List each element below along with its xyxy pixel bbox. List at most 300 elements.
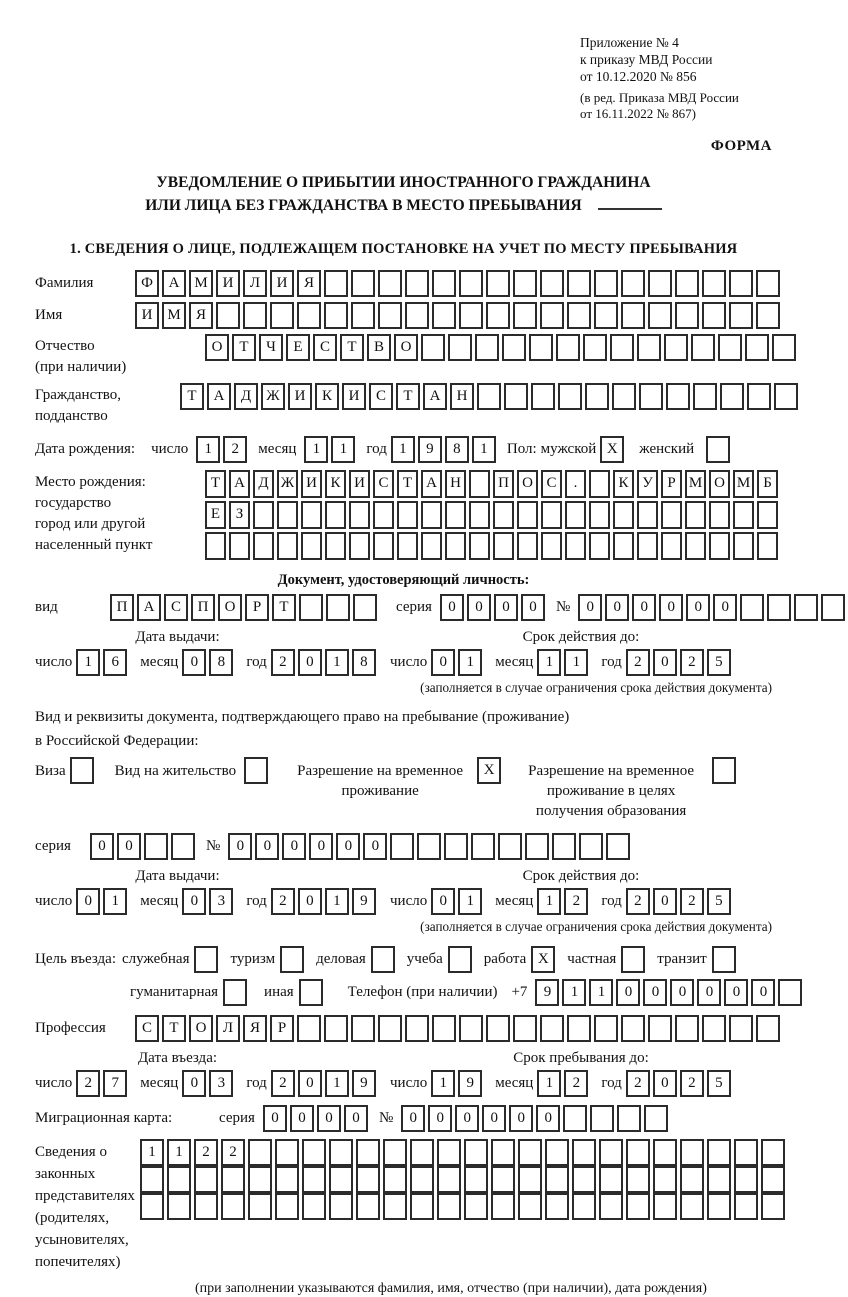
form-cell[interactable] <box>518 1193 542 1220</box>
form-cell[interactable] <box>493 532 514 560</box>
form-cell[interactable]: 6 <box>103 649 127 676</box>
form-cell[interactable] <box>599 1193 623 1220</box>
form-cell[interactable] <box>471 833 495 860</box>
form-cell[interactable]: X <box>531 946 555 973</box>
form-cell[interactable] <box>349 532 370 560</box>
form-cell[interactable] <box>545 1166 569 1193</box>
form-cell[interactable] <box>221 1166 245 1193</box>
form-cell[interactable] <box>675 270 699 297</box>
form-cell[interactable]: 0 <box>467 594 491 621</box>
form-cell[interactable]: 9 <box>352 1070 376 1097</box>
form-cell[interactable] <box>675 1015 699 1042</box>
form-cell[interactable]: 0 <box>670 979 694 1006</box>
form-cell[interactable] <box>709 501 730 529</box>
form-cell[interactable] <box>621 270 645 297</box>
form-cell[interactable]: 0 <box>336 833 360 860</box>
form-cell[interactable]: С <box>373 470 394 498</box>
form-cell[interactable]: М <box>733 470 754 498</box>
form-cell[interactable] <box>486 270 510 297</box>
form-cell[interactable] <box>572 1193 596 1220</box>
form-cell[interactable] <box>693 383 717 410</box>
form-cell[interactable] <box>459 1015 483 1042</box>
form-cell[interactable] <box>599 1139 623 1166</box>
form-cell[interactable]: П <box>493 470 514 498</box>
form-cell[interactable]: Т <box>232 334 256 361</box>
form-cell[interactable] <box>541 532 562 560</box>
form-cell[interactable]: 0 <box>90 833 114 860</box>
form-cell[interactable] <box>518 1166 542 1193</box>
form-cell[interactable]: 1 <box>537 649 561 676</box>
form-cell[interactable] <box>702 1015 726 1042</box>
form-cell[interactable] <box>709 532 730 560</box>
form-cell[interactable]: 1 <box>537 1070 561 1097</box>
form-cell[interactable] <box>405 302 429 329</box>
form-cell[interactable]: Я <box>243 1015 267 1042</box>
form-cell[interactable] <box>583 334 607 361</box>
form-cell[interactable]: 0 <box>724 979 748 1006</box>
form-cell[interactable] <box>329 1139 353 1166</box>
form-cell[interactable]: 0 <box>713 594 737 621</box>
form-cell[interactable]: 9 <box>535 979 559 1006</box>
form-cell[interactable] <box>253 501 274 529</box>
form-cell[interactable]: А <box>421 470 442 498</box>
form-cell[interactable]: З <box>229 501 250 529</box>
form-cell[interactable] <box>513 302 537 329</box>
form-cell[interactable]: С <box>135 1015 159 1042</box>
form-cell[interactable]: Ч <box>259 334 283 361</box>
form-cell[interactable] <box>517 532 538 560</box>
form-cell[interactable] <box>275 1139 299 1166</box>
form-cell[interactable] <box>794 594 818 621</box>
form-cell[interactable] <box>504 383 528 410</box>
form-cell[interactable]: 0 <box>440 594 464 621</box>
form-cell[interactable] <box>421 501 442 529</box>
form-cell[interactable]: 0 <box>536 1105 560 1132</box>
form-cell[interactable] <box>277 501 298 529</box>
form-cell[interactable] <box>567 302 591 329</box>
form-cell[interactable]: Л <box>216 1015 240 1042</box>
form-cell[interactable]: А <box>162 270 186 297</box>
form-cell[interactable] <box>572 1139 596 1166</box>
form-cell[interactable] <box>498 833 522 860</box>
form-cell[interactable] <box>223 979 247 1006</box>
form-cell[interactable] <box>757 501 778 529</box>
form-cell[interactable] <box>221 1193 245 1220</box>
form-cell[interactable] <box>464 1139 488 1166</box>
form-cell[interactable] <box>373 532 394 560</box>
form-cell[interactable]: Т <box>397 470 418 498</box>
form-cell[interactable] <box>167 1193 191 1220</box>
form-cell[interactable] <box>706 436 730 463</box>
form-cell[interactable] <box>410 1193 434 1220</box>
form-cell[interactable]: Я <box>189 302 213 329</box>
form-cell[interactable] <box>585 383 609 410</box>
form-cell[interactable] <box>437 1193 461 1220</box>
form-cell[interactable] <box>589 532 610 560</box>
form-cell[interactable]: 0 <box>344 1105 368 1132</box>
form-cell[interactable]: 2 <box>221 1139 245 1166</box>
form-cell[interactable] <box>648 1015 672 1042</box>
form-cell[interactable] <box>421 532 442 560</box>
form-cell[interactable] <box>383 1166 407 1193</box>
form-cell[interactable]: П <box>191 594 215 621</box>
form-cell[interactable]: С <box>313 334 337 361</box>
form-cell[interactable]: 0 <box>298 649 322 676</box>
form-cell[interactable]: Р <box>661 470 682 498</box>
form-cell[interactable]: 1 <box>458 888 482 915</box>
form-cell[interactable]: О <box>394 334 418 361</box>
form-cell[interactable] <box>448 946 472 973</box>
form-cell[interactable]: 1 <box>325 649 349 676</box>
form-cell[interactable] <box>324 1015 348 1042</box>
form-cell[interactable] <box>205 532 226 560</box>
form-cell[interactable] <box>567 1015 591 1042</box>
form-cell[interactable]: 0 <box>509 1105 533 1132</box>
form-cell[interactable] <box>579 833 603 860</box>
form-cell[interactable]: 1 <box>391 436 415 463</box>
form-cell[interactable] <box>194 1193 218 1220</box>
form-cell[interactable] <box>491 1166 515 1193</box>
form-cell[interactable] <box>626 1139 650 1166</box>
form-cell[interactable]: 1 <box>76 649 100 676</box>
form-cell[interactable] <box>432 302 456 329</box>
form-cell[interactable]: 0 <box>632 594 656 621</box>
form-cell[interactable]: К <box>325 470 346 498</box>
form-cell[interactable] <box>691 334 715 361</box>
form-cell[interactable] <box>648 270 672 297</box>
form-cell[interactable] <box>675 302 699 329</box>
form-cell[interactable]: А <box>137 594 161 621</box>
form-cell[interactable] <box>720 383 744 410</box>
form-cell[interactable]: 1 <box>304 436 328 463</box>
form-cell[interactable]: 0 <box>697 979 721 1006</box>
form-cell[interactable]: 7 <box>103 1070 127 1097</box>
form-cell[interactable] <box>397 532 418 560</box>
form-cell[interactable]: Ж <box>277 470 298 498</box>
form-cell[interactable]: 2 <box>564 1070 588 1097</box>
form-cell[interactable] <box>299 594 323 621</box>
form-cell[interactable] <box>540 1015 564 1042</box>
form-cell[interactable] <box>558 383 582 410</box>
form-cell[interactable]: Н <box>450 383 474 410</box>
form-cell[interactable]: У <box>637 470 658 498</box>
form-cell[interactable]: 2 <box>680 1070 704 1097</box>
form-cell[interactable] <box>563 1105 587 1132</box>
form-cell[interactable] <box>475 334 499 361</box>
form-cell[interactable] <box>469 501 490 529</box>
form-cell[interactable] <box>275 1193 299 1220</box>
form-cell[interactable] <box>589 470 610 498</box>
form-cell[interactable]: П <box>110 594 134 621</box>
form-cell[interactable] <box>513 1015 537 1042</box>
form-cell[interactable]: 0 <box>653 1070 677 1097</box>
form-cell[interactable]: К <box>315 383 339 410</box>
form-cell[interactable]: 0 <box>494 594 518 621</box>
form-cell[interactable]: 1 <box>564 649 588 676</box>
form-cell[interactable]: 0 <box>363 833 387 860</box>
form-cell[interactable]: И <box>270 270 294 297</box>
form-cell[interactable] <box>734 1193 758 1220</box>
form-cell[interactable] <box>545 1139 569 1166</box>
form-cell[interactable]: 2 <box>223 436 247 463</box>
form-cell[interactable] <box>301 501 322 529</box>
form-cell[interactable] <box>270 302 294 329</box>
form-cell[interactable] <box>477 383 501 410</box>
form-cell[interactable] <box>572 1166 596 1193</box>
form-cell[interactable]: Ж <box>261 383 285 410</box>
form-cell[interactable] <box>351 302 375 329</box>
form-cell[interactable] <box>778 979 802 1006</box>
form-cell[interactable] <box>445 501 466 529</box>
form-cell[interactable]: 2 <box>626 1070 650 1097</box>
form-cell[interactable]: О <box>517 470 538 498</box>
form-cell[interactable] <box>397 501 418 529</box>
form-cell[interactable]: Ф <box>135 270 159 297</box>
form-cell[interactable]: 9 <box>352 888 376 915</box>
form-cell[interactable] <box>621 302 645 329</box>
form-cell[interactable] <box>486 1015 510 1042</box>
form-cell[interactable] <box>417 833 441 860</box>
form-cell[interactable] <box>325 532 346 560</box>
form-cell[interactable] <box>653 1166 677 1193</box>
form-cell[interactable] <box>745 334 769 361</box>
form-cell[interactable]: 0 <box>117 833 141 860</box>
form-cell[interactable] <box>613 532 634 560</box>
form-cell[interactable] <box>459 302 483 329</box>
form-cell[interactable] <box>707 1139 731 1166</box>
form-cell[interactable]: 2 <box>680 649 704 676</box>
form-cell[interactable] <box>626 1193 650 1220</box>
form-cell[interactable]: А <box>207 383 231 410</box>
form-cell[interactable]: 8 <box>209 649 233 676</box>
form-cell[interactable]: 0 <box>290 1105 314 1132</box>
form-cell[interactable] <box>491 1193 515 1220</box>
form-cell[interactable]: 1 <box>331 436 355 463</box>
form-cell[interactable] <box>626 1166 650 1193</box>
form-cell[interactable] <box>733 501 754 529</box>
form-cell[interactable]: 1 <box>537 888 561 915</box>
form-cell[interactable]: . <box>565 470 586 498</box>
form-cell[interactable]: И <box>135 302 159 329</box>
form-cell[interactable] <box>567 270 591 297</box>
form-cell[interactable] <box>378 302 402 329</box>
form-cell[interactable]: 1 <box>431 1070 455 1097</box>
form-cell[interactable]: К <box>613 470 634 498</box>
form-cell[interactable] <box>733 532 754 560</box>
form-cell[interactable] <box>243 302 267 329</box>
form-cell[interactable] <box>540 302 564 329</box>
form-cell[interactable]: И <box>216 270 240 297</box>
form-cell[interactable]: Р <box>270 1015 294 1042</box>
form-cell[interactable]: Т <box>272 594 296 621</box>
form-cell[interactable]: Т <box>205 470 226 498</box>
form-cell[interactable]: М <box>162 302 186 329</box>
form-cell[interactable]: Т <box>396 383 420 410</box>
form-cell[interactable]: 8 <box>445 436 469 463</box>
form-cell[interactable] <box>491 1139 515 1166</box>
form-cell[interactable]: И <box>301 470 322 498</box>
form-cell[interactable] <box>637 501 658 529</box>
form-cell[interactable]: О <box>189 1015 213 1042</box>
form-cell[interactable] <box>666 383 690 410</box>
form-cell[interactable] <box>167 1166 191 1193</box>
form-cell[interactable] <box>761 1193 785 1220</box>
form-cell[interactable] <box>712 757 736 784</box>
form-cell[interactable] <box>729 1015 753 1042</box>
form-cell[interactable] <box>718 334 742 361</box>
form-cell[interactable]: Р <box>245 594 269 621</box>
form-cell[interactable] <box>301 532 322 560</box>
form-cell[interactable] <box>70 757 94 784</box>
form-cell[interactable]: 0 <box>653 649 677 676</box>
form-cell[interactable]: 0 <box>431 888 455 915</box>
form-cell[interactable] <box>525 833 549 860</box>
form-cell[interactable] <box>459 270 483 297</box>
form-cell[interactable] <box>685 532 706 560</box>
form-cell[interactable]: Я <box>297 270 321 297</box>
form-cell[interactable] <box>140 1193 164 1220</box>
form-cell[interactable]: Б <box>757 470 778 498</box>
form-cell[interactable] <box>729 270 753 297</box>
form-cell[interactable] <box>621 1015 645 1042</box>
form-cell[interactable] <box>540 270 564 297</box>
form-cell[interactable] <box>610 334 634 361</box>
form-cell[interactable] <box>613 501 634 529</box>
form-cell[interactable]: 9 <box>458 1070 482 1097</box>
form-cell[interactable] <box>410 1139 434 1166</box>
form-cell[interactable] <box>299 979 323 1006</box>
form-cell[interactable] <box>589 501 610 529</box>
form-cell[interactable]: О <box>218 594 242 621</box>
form-cell[interactable] <box>248 1139 272 1166</box>
form-cell[interactable] <box>405 270 429 297</box>
form-cell[interactable] <box>324 302 348 329</box>
form-cell[interactable]: 0 <box>578 594 602 621</box>
form-cell[interactable]: Т <box>180 383 204 410</box>
form-cell[interactable] <box>545 1193 569 1220</box>
form-cell[interactable]: 1 <box>103 888 127 915</box>
form-cell[interactable] <box>302 1193 326 1220</box>
form-cell[interactable]: 5 <box>707 649 731 676</box>
form-cell[interactable] <box>734 1166 758 1193</box>
form-cell[interactable] <box>351 270 375 297</box>
form-cell[interactable] <box>594 1015 618 1042</box>
form-cell[interactable] <box>194 946 218 973</box>
form-cell[interactable] <box>734 1139 758 1166</box>
form-cell[interactable] <box>707 1193 731 1220</box>
form-cell[interactable]: 0 <box>605 594 629 621</box>
form-cell[interactable] <box>594 270 618 297</box>
form-cell[interactable] <box>432 1015 456 1042</box>
form-cell[interactable] <box>356 1139 380 1166</box>
form-cell[interactable]: А <box>423 383 447 410</box>
form-cell[interactable] <box>606 833 630 860</box>
form-cell[interactable] <box>517 501 538 529</box>
form-cell[interactable] <box>464 1193 488 1220</box>
form-cell[interactable] <box>767 594 791 621</box>
form-cell[interactable]: С <box>541 470 562 498</box>
form-cell[interactable]: Д <box>253 470 274 498</box>
form-cell[interactable] <box>349 501 370 529</box>
form-cell[interactable] <box>437 1139 461 1166</box>
form-cell[interactable]: М <box>189 270 213 297</box>
form-cell[interactable]: 2 <box>680 888 704 915</box>
form-cell[interactable]: 2 <box>271 649 295 676</box>
form-cell[interactable] <box>486 302 510 329</box>
form-cell[interactable] <box>325 501 346 529</box>
form-cell[interactable] <box>469 470 490 498</box>
form-cell[interactable]: 1 <box>589 979 613 1006</box>
form-cell[interactable] <box>637 334 661 361</box>
form-cell[interactable] <box>444 833 468 860</box>
form-cell[interactable] <box>565 501 586 529</box>
form-cell[interactable] <box>410 1166 434 1193</box>
form-cell[interactable] <box>448 334 472 361</box>
form-cell[interactable]: 1 <box>325 888 349 915</box>
form-cell[interactable]: Н <box>445 470 466 498</box>
form-cell[interactable]: 3 <box>209 1070 233 1097</box>
form-cell[interactable] <box>541 501 562 529</box>
form-cell[interactable]: 0 <box>431 649 455 676</box>
form-cell[interactable]: В <box>367 334 391 361</box>
form-cell[interactable]: 0 <box>521 594 545 621</box>
form-cell[interactable] <box>390 833 414 860</box>
form-cell[interactable] <box>637 532 658 560</box>
form-cell[interactable]: А <box>229 470 250 498</box>
form-cell[interactable] <box>702 270 726 297</box>
form-cell[interactable] <box>756 302 780 329</box>
form-cell[interactable] <box>621 946 645 973</box>
form-cell[interactable] <box>757 532 778 560</box>
form-cell[interactable]: Т <box>340 334 364 361</box>
form-cell[interactable]: Е <box>205 501 226 529</box>
form-cell[interactable]: 0 <box>298 888 322 915</box>
form-cell[interactable]: 0 <box>228 833 252 860</box>
form-cell[interactable] <box>140 1166 164 1193</box>
form-cell[interactable]: И <box>342 383 366 410</box>
form-cell[interactable]: X <box>477 757 501 784</box>
form-cell[interactable]: С <box>369 383 393 410</box>
form-cell[interactable]: 1 <box>196 436 220 463</box>
form-cell[interactable] <box>493 501 514 529</box>
form-cell[interactable] <box>275 1166 299 1193</box>
form-cell[interactable] <box>302 1166 326 1193</box>
form-cell[interactable] <box>590 1105 614 1132</box>
form-cell[interactable] <box>529 334 553 361</box>
form-cell[interactable] <box>383 1193 407 1220</box>
form-cell[interactable] <box>685 501 706 529</box>
form-cell[interactable]: 2 <box>76 1070 100 1097</box>
form-cell[interactable]: 0 <box>616 979 640 1006</box>
form-cell[interactable]: 1 <box>472 436 496 463</box>
form-cell[interactable] <box>356 1166 380 1193</box>
form-cell[interactable] <box>421 334 445 361</box>
form-cell[interactable]: Т <box>162 1015 186 1042</box>
form-cell[interactable]: 3 <box>209 888 233 915</box>
form-cell[interactable]: X <box>600 436 624 463</box>
form-cell[interactable]: 2 <box>271 888 295 915</box>
form-cell[interactable]: 5 <box>707 888 731 915</box>
form-cell[interactable] <box>445 532 466 560</box>
form-cell[interactable] <box>277 532 298 560</box>
form-cell[interactable] <box>680 1193 704 1220</box>
form-cell[interactable]: 0 <box>263 1105 287 1132</box>
form-cell[interactable] <box>329 1193 353 1220</box>
form-cell[interactable] <box>756 1015 780 1042</box>
form-cell[interactable]: 0 <box>182 1070 206 1097</box>
form-cell[interactable] <box>297 1015 321 1042</box>
form-cell[interactable] <box>371 946 395 973</box>
